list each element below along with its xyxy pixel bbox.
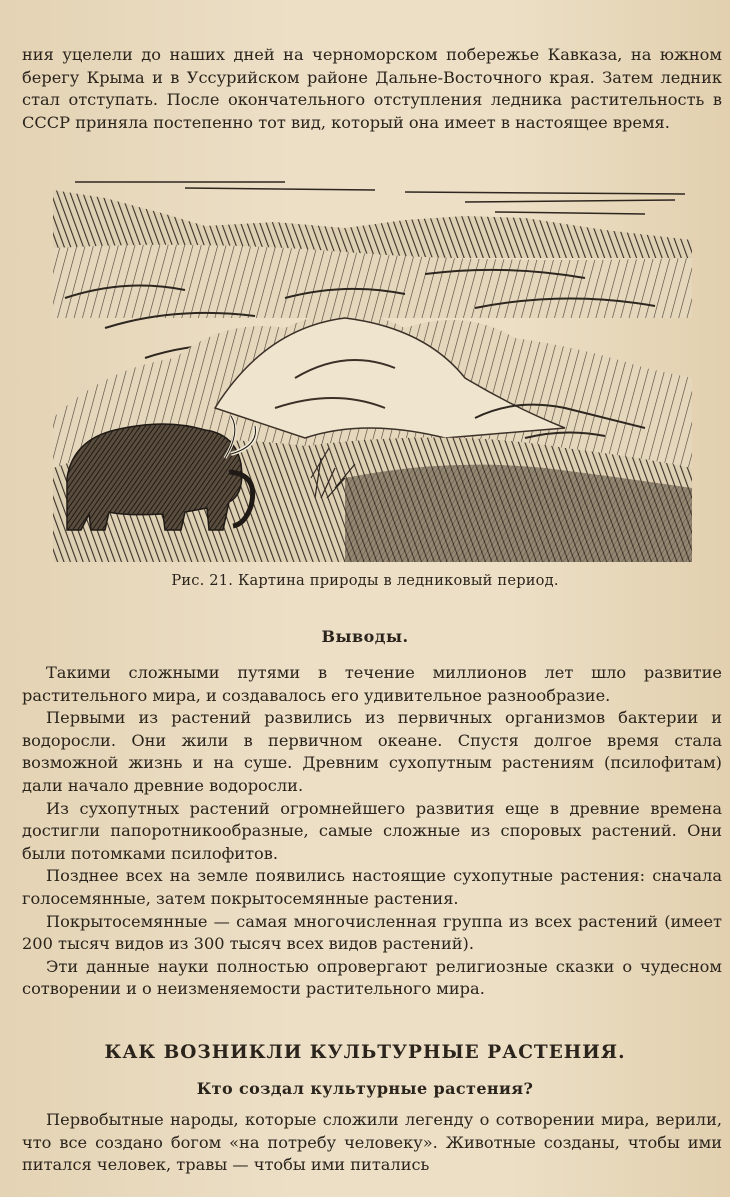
conclusion-paragraph (22, 798, 722, 866)
conclusion-paragraph (22, 707, 722, 797)
conclusion-sentence: Они были потомками псилофитов. (22, 821, 722, 863)
conclusion-sentence: Такими сложными путями в течение миллионов лет шло развитие растительного мира, и создавалось его удивительное разнообразие. (22, 663, 722, 705)
conclusion-sentence: Спустя долгое время стала возможной жизнь и на суше. (22, 730, 722, 773)
conclusion-sentence: Покрытосемянные — самая многочисленная группа из всех растений (имеет 200 тысяч видов из 300 тысяч всех видов растений). (22, 911, 722, 954)
conclusions-text (22, 662, 722, 1001)
conclusion-sentence: Древним сухопутным растениям (псилофитам) дали начало древние водоросли. (22, 753, 722, 795)
section-title: КАК ВОЗНИКЛИ КУЛЬТУРНЫЕ РАСТЕНИЯ. (104, 1042, 626, 1063)
conclusion-sentence: Позднее всех на земле появились настоящие сухопутные растения: сначала голосемянные, затем покрытосемянные растения. (22, 866, 722, 908)
intro-sentence: После окончательного отступления ледника растительность в СССР приняла постепенно тот вид, который она имеет в настоящее время. (22, 90, 722, 132)
intro-paragraph (22, 44, 722, 134)
conclusion-paragraph (22, 911, 722, 956)
section-paragraph (22, 1109, 722, 1177)
ice-age-illustration (45, 178, 692, 562)
conclusions-heading: Выводы. (321, 627, 409, 646)
conclusion-sentence: Эти данные науки полностью опровергают религиозные сказки о чудесном сотворении и о неизменяемости растительного мира. (22, 956, 722, 999)
section-sentence: Животные созданы, чтобы ими питался человек, травы — чтобы ими питались (22, 1132, 722, 1175)
intro-sentence: ния уцелели до наших дней на черноморском побережье Кавказа, на южном берегу Крыма и в Уссурийском районе Дальне-Восточного края. (22, 45, 722, 87)
section-sentence: Первобытные народы, которые сложили легенду о сотворении мира, верили, что все создано богом «на потребу человеку». (22, 1110, 722, 1152)
intro-sentence: Затем ледник стал отступать. (22, 67, 722, 110)
conclusion-sentence: Из сухопутных растений огромнейшего развития еще в древние времена достигли папоротникообразные, самые сложные из споровых растений. (22, 798, 722, 841)
conclusion-paragraph (22, 956, 722, 1001)
section-subtitle: Кто создал культурные растения? (196, 1079, 534, 1098)
conclusion-sentence: Они жили в первичном океане. (131, 730, 443, 750)
conclusion-sentence: Первыми из растений развились из первичных организмов бактерии и водоросли. (22, 708, 722, 750)
conclusion-paragraph (22, 662, 722, 707)
figure-caption: Рис. 21. Картина природы в ледниковый период. (171, 572, 559, 589)
conclusion-paragraph (22, 865, 722, 910)
